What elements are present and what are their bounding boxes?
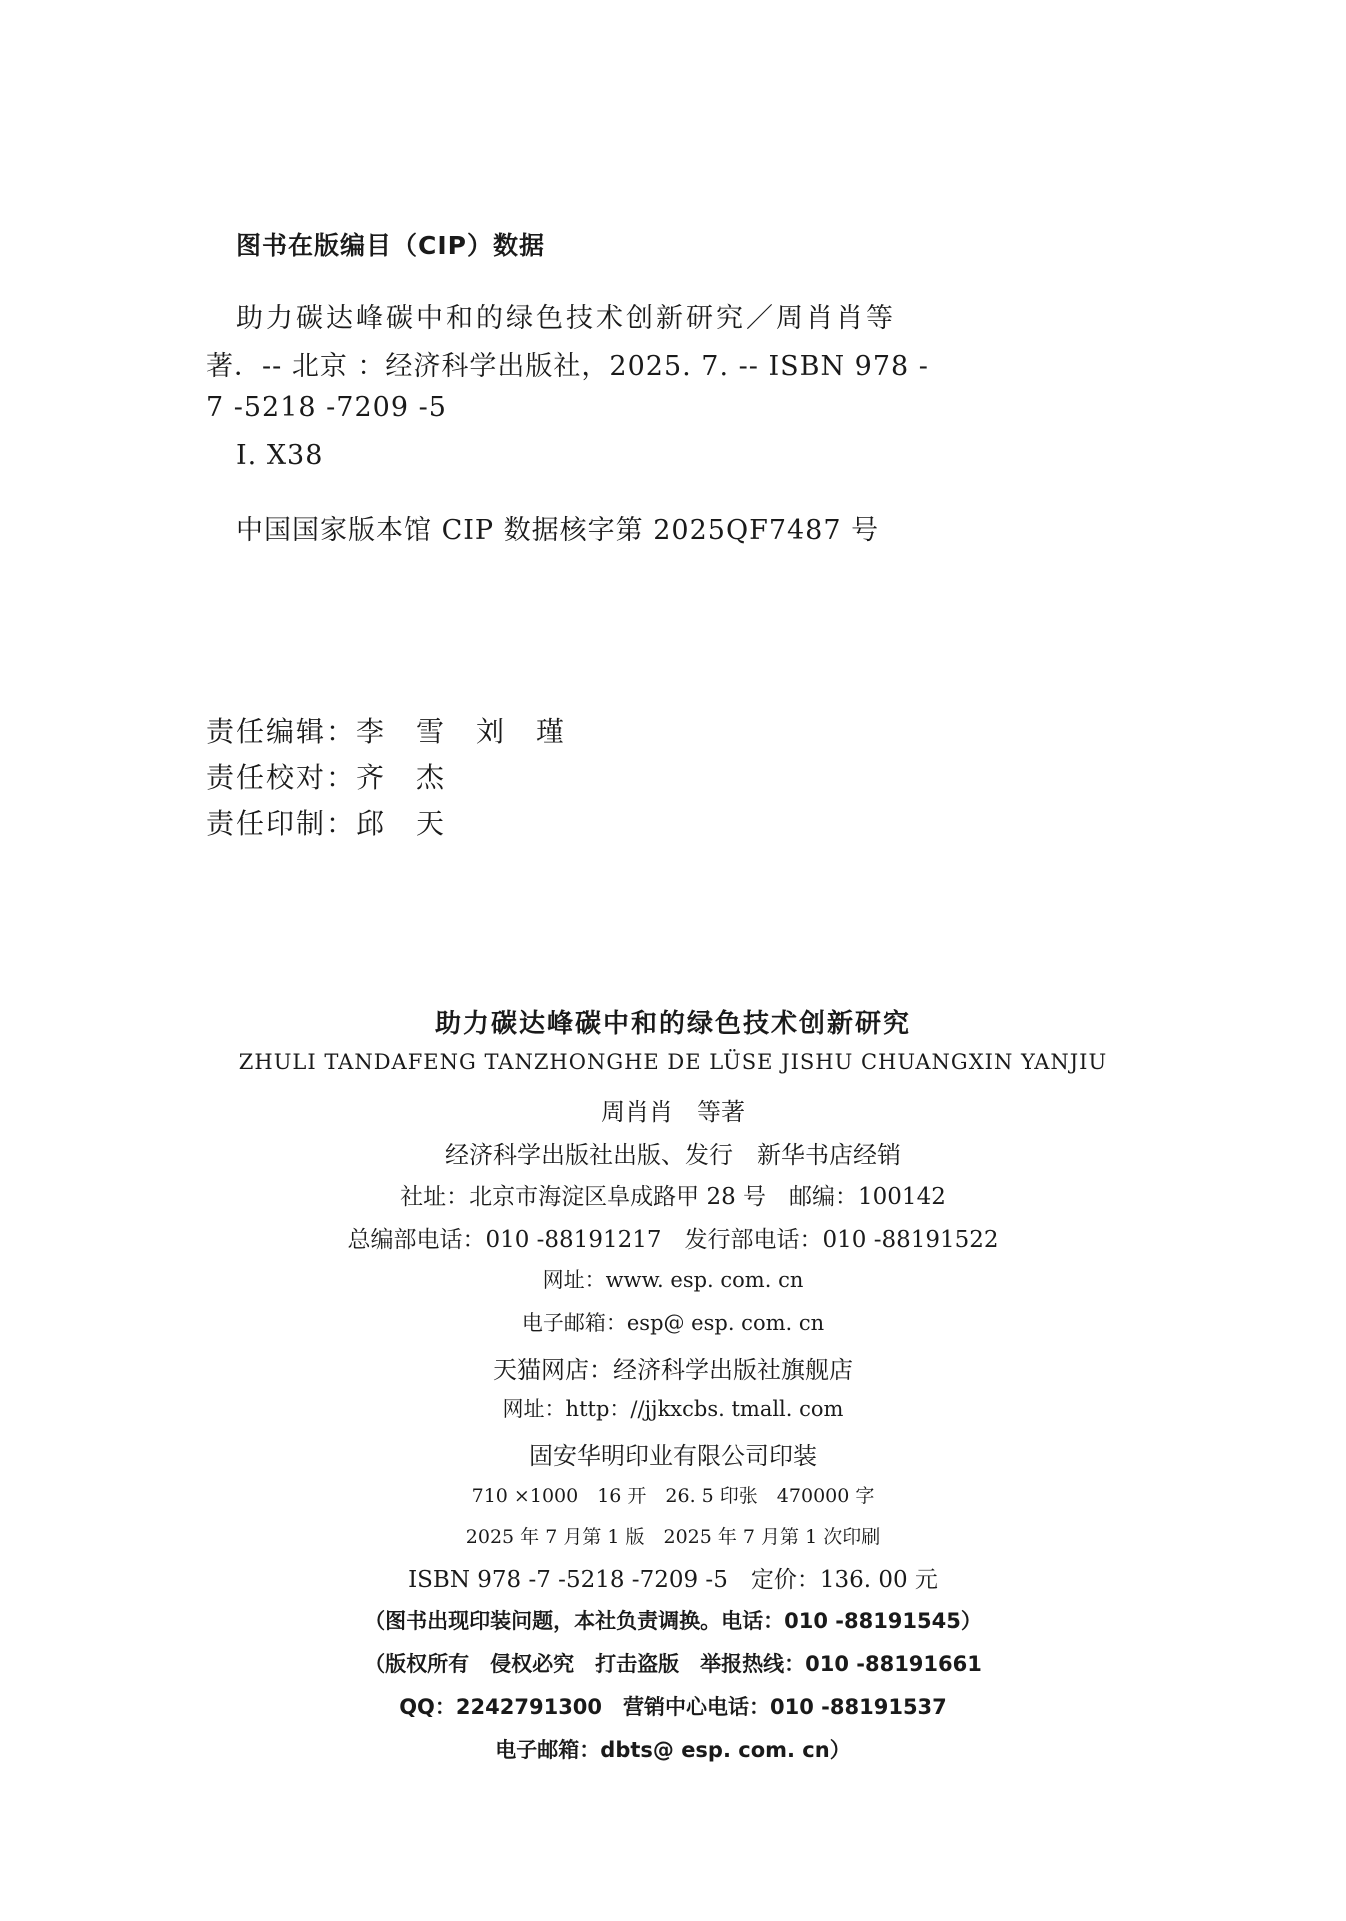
notice-line: QQ：2242791300 营销中心电话：010 -88191537 [399, 1695, 947, 1719]
staff-editor-name: 刘 瑾 [476, 715, 567, 748]
publisher-address: 社址：北京市海淀区阜成路甲 28 号 邮编：100142 [400, 1184, 946, 1210]
staff-print-role: 责任印制： [206, 807, 357, 840]
staff-proofreader [206, 756, 476, 796]
cip-publication-line: 著．-- 北京 ：经济科学出版社，2025. 7. -- ISBN 978 - [206, 351, 929, 382]
online-store-url: 网址：http：//jjkxcbs. tmall. com [502, 1397, 844, 1421]
staff-proof-name: 齐 杰 [356, 761, 447, 794]
cip-isbn-line: 7 -5218 -7209 -5 [206, 392, 447, 423]
edition-info: 2025 年 7 月第 1 版 2025 年 7 月第 1 次印刷 [465, 1526, 881, 1548]
notice-line: （图书出现印装问题，本社负责调换。电话：010 -88191545） [364, 1609, 982, 1633]
staff-proof-role: 责任校对： [206, 761, 357, 794]
online-store: 天猫网店：经济科学出版社旗舰店 [493, 1356, 853, 1384]
staff-print-name: 邱 天 [356, 807, 447, 840]
book-specs: 710 ×1000 16 开 26. 5 印张 470000 字 [471, 1485, 875, 1507]
cip-title-line: 助力碳达峰碳中和的绿色技术创新研究／周肖肖等 [236, 303, 896, 334]
publisher-email: 电子邮箱：esp@ esp. com. cn [521, 1311, 825, 1335]
book-title-pinyin: ZHULI TANDAFENG TANZHONGHE DE LÜSE JISHU CHUANGXIN YANJIU [238, 1050, 1108, 1074]
book-title: 助力碳达峰碳中和的绿色技术创新研究 [434, 1009, 911, 1039]
notice-line: 电子邮箱：dbts@ esp. com. cn） [495, 1738, 851, 1762]
cip-heading: 图书在版编目（CIP）数据 [236, 231, 545, 260]
book-author: 周肖肖 等著 [601, 1098, 745, 1126]
printer: 固安华明印业有限公司印装 [529, 1442, 817, 1470]
publisher-line: 经济科学出版社出版、发行 新华书店经销 [445, 1141, 901, 1169]
isbn-price: ISBN 978 -7 -5218 -7209 -5 定价：136. 00 元 [408, 1567, 938, 1593]
staff-editor-role: 责任编辑： [206, 715, 357, 748]
publisher-phones: 总编部电话：010 -88191217 发行部电话：010 -88191522 [347, 1227, 999, 1253]
publisher-website: 网址：www. esp. com. cn [542, 1268, 804, 1292]
staff-printing [206, 802, 476, 842]
notice-line: （版权所有 侵权必究 打击盗版 举报热线：010 -88191661 [364, 1652, 982, 1676]
staff-editor-name: 李 雪 [356, 715, 447, 748]
staff-editor [206, 710, 596, 750]
cip-record-number: 中国国家版本馆 CIP 数据核字第 2025QF7487 号 [236, 515, 880, 546]
cip-classification: Ⅰ. X38 [236, 440, 324, 471]
